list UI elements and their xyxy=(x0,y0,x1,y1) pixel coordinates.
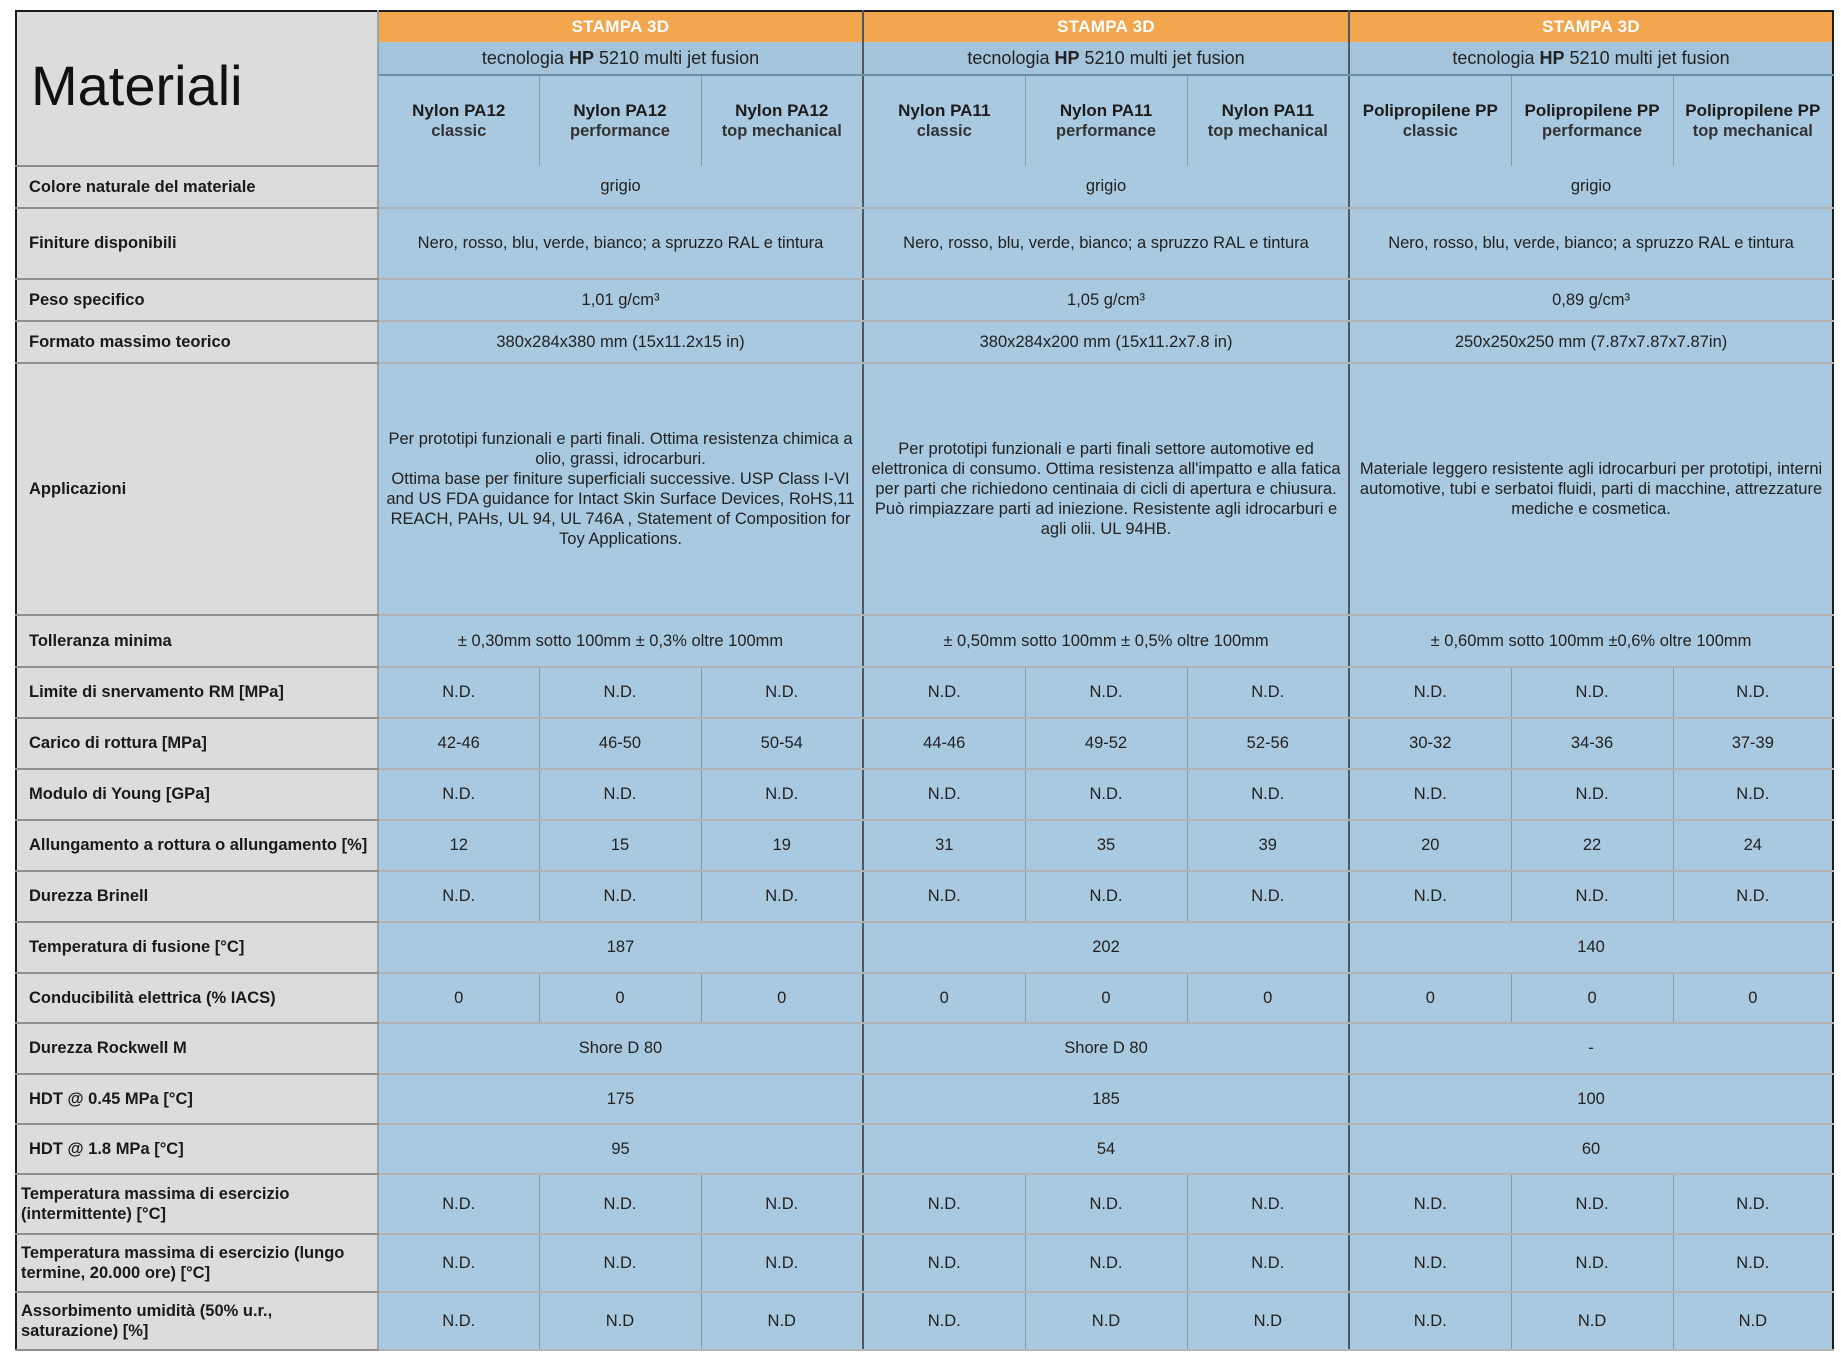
material-header: Polipropilene PP top mechanical xyxy=(1673,75,1833,166)
group-value-cell: 140 xyxy=(1349,922,1833,973)
technology-label-pa12: tecnologia HP 5210 multi jet fusion xyxy=(378,42,863,75)
material-value-cell: 42-46 xyxy=(378,718,539,769)
material-value-cell: N.D. xyxy=(1025,769,1187,820)
material-value-cell: N.D. xyxy=(1187,871,1349,922)
material-value-cell: N.D. xyxy=(378,1292,539,1350)
header-row-stampa xyxy=(16,11,1833,42)
group-value-cell: 185 xyxy=(863,1074,1349,1124)
group-value-cell: ± 0,50mm sotto 100mm ± 0,5% oltre 100mm xyxy=(863,615,1349,667)
material-value-cell: N.D xyxy=(1511,1292,1673,1350)
material-value-cell: 19 xyxy=(701,820,863,871)
group-value-cell: 202 xyxy=(863,922,1349,973)
group-value-cell: 1,01 g/cm³ xyxy=(378,279,863,321)
table-row-rockwell xyxy=(16,1023,1833,1074)
material-value-cell: N.D. xyxy=(863,1292,1025,1350)
material-value-cell: N.D xyxy=(1673,1292,1833,1350)
application-paragraph: Ottima base per finiture superficiali successive. USP Class I-VI and US FDA guidance for Intact Skin Surface Devices, RoHS,11 REACH, PAHs, UL 94, UL 746A , Statement of Composition for Toy Applications. xyxy=(386,470,855,548)
material-value-cell: 12 xyxy=(378,820,539,871)
material-value-cell: 22 xyxy=(1511,820,1673,871)
material-value-cell: N.D. xyxy=(378,667,539,718)
material-value-cell: N.D. xyxy=(1187,1174,1349,1234)
material-value-cell: 35 xyxy=(1025,820,1187,871)
material-value-cell: N.D. xyxy=(1673,667,1833,718)
table-row-colore xyxy=(16,166,1833,208)
material-value-cell: 0 xyxy=(378,973,539,1023)
material-value-cell: 52-56 xyxy=(1187,718,1349,769)
material-value-cell: 39 xyxy=(1187,820,1349,871)
group-value-cell: Nero, rosso, blu, verde, bianco; a spruzzo RAL e tintura xyxy=(1349,208,1833,279)
table-row-brinell xyxy=(16,871,1833,922)
group-header-pp: STAMPA 3D xyxy=(1349,11,1833,42)
material-value-cell: N.D. xyxy=(701,667,863,718)
material-value-cell: 49-52 xyxy=(1025,718,1187,769)
row-label: Tolleranza minima xyxy=(16,615,378,667)
row-label: Conducibilità elettrica (% IACS) xyxy=(16,973,378,1023)
material-value-cell: N.D. xyxy=(539,667,701,718)
group-value-cell: 100 xyxy=(1349,1074,1833,1124)
row-label: Durezza Brinell xyxy=(16,871,378,922)
row-label: Temperatura massima di esercizio (intermittente) [°C] xyxy=(16,1174,378,1234)
material-value-cell: 30-32 xyxy=(1349,718,1511,769)
material-value-cell: N.D. xyxy=(1511,769,1673,820)
material-value-cell: 0 xyxy=(1673,973,1833,1023)
material-header: Nylon PA11 classic xyxy=(863,75,1025,166)
technology-label-pa11: tecnologia HP 5210 multi jet fusion xyxy=(863,42,1349,75)
material-value-cell: N.D. xyxy=(1349,667,1511,718)
group-value-cell: 175 xyxy=(378,1074,863,1124)
group-value-cell: 380x284x200 mm (15x11.2x7.8 in) xyxy=(863,321,1349,363)
material-value-cell: 0 xyxy=(1025,973,1187,1023)
material-value-cell: N.D. xyxy=(1349,1174,1511,1234)
row-label: Finiture disponibili xyxy=(16,208,378,279)
material-value-cell: N.D. xyxy=(1673,871,1833,922)
material-value-cell: N.D xyxy=(1187,1292,1349,1350)
material-value-cell: 20 xyxy=(1349,820,1511,871)
material-value-cell: 46-50 xyxy=(539,718,701,769)
group-value-cell: 380x284x380 mm (15x11.2x15 in) xyxy=(378,321,863,363)
material-value-cell: 0 xyxy=(701,973,863,1023)
material-header: Nylon PA12 performance xyxy=(539,75,701,166)
group-value-cell: grigio xyxy=(378,166,863,208)
material-value-cell: 0 xyxy=(539,973,701,1023)
material-value-cell: N.D xyxy=(1025,1292,1187,1350)
material-value-cell: N.D. xyxy=(1673,1234,1833,1292)
material-value-cell: 0 xyxy=(1349,973,1511,1023)
material-value-cell: N.D. xyxy=(1349,871,1511,922)
group-value-cell: Nero, rosso, blu, verde, bianco; a spruzzo RAL e tintura xyxy=(378,208,863,279)
row-label: Temperatura di fusione [°C] xyxy=(16,922,378,973)
row-label: Formato massimo teorico xyxy=(16,321,378,363)
group-value-cell: - xyxy=(1349,1023,1833,1074)
material-value-cell: N.D. xyxy=(863,871,1025,922)
table-row-hdt045 xyxy=(16,1074,1833,1124)
material-value-cell: N.D. xyxy=(1025,667,1187,718)
material-value-cell: N.D. xyxy=(1187,667,1349,718)
material-value-cell: 31 xyxy=(863,820,1025,871)
material-value-cell: 34-36 xyxy=(1511,718,1673,769)
group-value-cell: 187 xyxy=(378,922,863,973)
material-value-cell: N.D. xyxy=(1511,1234,1673,1292)
material-value-cell: N.D. xyxy=(1349,1292,1511,1350)
material-value-cell: N.D. xyxy=(378,871,539,922)
material-value-cell: N.D. xyxy=(1511,1174,1673,1234)
group-value-cell: 95 xyxy=(378,1124,863,1174)
material-value-cell: 0 xyxy=(863,973,1025,1023)
material-value-cell: N.D. xyxy=(701,769,863,820)
row-label: Carico di rottura [MPa] xyxy=(16,718,378,769)
table-row-snervamento xyxy=(16,667,1833,718)
group-value-cell: ± 0,30mm sotto 100mm ± 0,3% oltre 100mm xyxy=(378,615,863,667)
material-value-cell: N.D. xyxy=(863,1174,1025,1234)
table-row-peso xyxy=(16,279,1833,321)
properties-body xyxy=(16,166,1833,1350)
material-header: Nylon PA11 top mechanical xyxy=(1187,75,1349,166)
row-label: Temperatura massima di esercizio (lungo termine, 20.000 ore) [°C] xyxy=(16,1234,378,1292)
application-paragraph: Per prototipi funzionali e parti finali. Ottima resistenza chimica a olio, grassi, idrocarburi. xyxy=(388,430,853,468)
table-row-tmax_lungo xyxy=(16,1234,1833,1292)
materials-table xyxy=(15,10,1834,1351)
row-label: Colore naturale del materiale xyxy=(16,166,378,208)
material-value-cell: N.D. xyxy=(701,871,863,922)
group-value-cell: ± 0,60mm sotto 100mm ±0,6% oltre 100mm xyxy=(1349,615,1833,667)
group-value-cell xyxy=(863,363,1349,615)
table-row-fusione xyxy=(16,922,1833,973)
table-row-finiture xyxy=(16,208,1833,279)
material-value-cell: 50-54 xyxy=(701,718,863,769)
material-value-cell: N.D. xyxy=(1673,1174,1833,1234)
row-label: Peso specifico xyxy=(16,279,378,321)
group-value-cell: grigio xyxy=(1349,166,1833,208)
technology-label-pp: tecnologia HP 5210 multi jet fusion xyxy=(1349,42,1833,75)
material-value-cell: N.D. xyxy=(701,1174,863,1234)
page-title-cell xyxy=(16,11,378,166)
table-row-allungamento xyxy=(16,820,1833,871)
table-row-rottura xyxy=(16,718,1833,769)
material-value-cell: N.D. xyxy=(1349,769,1511,820)
material-value-cell: 15 xyxy=(539,820,701,871)
material-value-cell: N.D. xyxy=(1511,871,1673,922)
table-row-umidita xyxy=(16,1292,1833,1350)
group-value-cell xyxy=(378,363,863,615)
material-value-cell: N.D. xyxy=(863,667,1025,718)
table-row-tolleranza xyxy=(16,615,1833,667)
material-value-cell: N.D. xyxy=(1025,1234,1187,1292)
row-label: Assorbimento umidità (50% u.r., saturazione) [%] xyxy=(16,1292,378,1350)
material-value-cell: N.D. xyxy=(701,1234,863,1292)
row-label: Modulo di Young [GPa] xyxy=(16,769,378,820)
material-value-cell: N.D. xyxy=(1673,769,1833,820)
material-value-cell: N.D. xyxy=(378,769,539,820)
group-value-cell: 1,05 g/cm³ xyxy=(863,279,1349,321)
material-value-cell: N.D xyxy=(701,1292,863,1350)
group-value-cell: 60 xyxy=(1349,1124,1833,1174)
group-header-pa12: STAMPA 3D xyxy=(378,11,863,42)
group-value-cell: 250x250x250 mm (7.87x7.87x7.87in) xyxy=(1349,321,1833,363)
material-value-cell: N.D. xyxy=(1025,871,1187,922)
row-label: Allungamento a rottura o allungamento [%] xyxy=(16,820,378,871)
group-value-cell: Shore D 80 xyxy=(378,1023,863,1074)
material-value-cell: 37-39 xyxy=(1673,718,1833,769)
table-row-tmax_int xyxy=(16,1174,1833,1234)
material-value-cell: 0 xyxy=(1187,973,1349,1023)
table-row-hdt18 xyxy=(16,1124,1833,1174)
page-title: Materiali xyxy=(31,54,243,117)
material-value-cell: N.D. xyxy=(539,1174,701,1234)
material-value-cell: N.D. xyxy=(1187,769,1349,820)
material-header: Nylon PA12 top mechanical xyxy=(701,75,863,166)
materials-spec-sheet xyxy=(15,10,1830,1351)
row-label: Durezza Rockwell M xyxy=(16,1023,378,1074)
material-value-cell: N.D. xyxy=(1349,1234,1511,1292)
material-value-cell: N.D. xyxy=(378,1234,539,1292)
row-label: Applicazioni xyxy=(16,363,378,615)
material-header: Polipropilene PP performance xyxy=(1511,75,1673,166)
material-value-cell: N.D. xyxy=(1511,667,1673,718)
material-value-cell: N.D. xyxy=(539,769,701,820)
group-header-pa11: STAMPA 3D xyxy=(863,11,1349,42)
material-value-cell: N.D. xyxy=(863,769,1025,820)
group-value-cell: Nero, rosso, blu, verde, bianco; a spruzzo RAL e tintura xyxy=(863,208,1349,279)
group-value-cell: 0,89 g/cm³ xyxy=(1349,279,1833,321)
material-header: Polipropilene PP classic xyxy=(1349,75,1511,166)
material-value-cell: N.D. xyxy=(539,871,701,922)
table-row-applicazioni xyxy=(16,363,1833,615)
table-row-young xyxy=(16,769,1833,820)
row-label: Limite di snervamento RM [MPa] xyxy=(16,667,378,718)
table-row-conducibilita xyxy=(16,973,1833,1023)
material-value-cell: N.D. xyxy=(378,1174,539,1234)
group-value-cell xyxy=(1349,363,1833,615)
application-paragraph: Per prototipi funzionali e parti finali settore automotive ed elettronica di consumo. Ottima resistenza all'impatto e alla fatica per parti che richiedono centinaia di cicli di apertura e chiusura. Può rimpiazzare parti ad iniezione. Resistente agli idrocarburi e agli olii. UL 94HB. xyxy=(871,440,1341,538)
material-value-cell: N.D. xyxy=(1187,1234,1349,1292)
row-label: HDT @ 0.45 MPa [°C] xyxy=(16,1074,378,1124)
material-value-cell: 0 xyxy=(1511,973,1673,1023)
group-value-cell: Shore D 80 xyxy=(863,1023,1349,1074)
material-value-cell: N.D. xyxy=(1025,1174,1187,1234)
table-row-formato xyxy=(16,321,1833,363)
group-value-cell: grigio xyxy=(863,166,1349,208)
material-value-cell: 24 xyxy=(1673,820,1833,871)
material-value-cell: N.D. xyxy=(539,1234,701,1292)
row-label: HDT @ 1.8 MPa [°C] xyxy=(16,1124,378,1174)
material-header: Nylon PA11 performance xyxy=(1025,75,1187,166)
application-paragraph: Materiale leggero resistente agli idrocarburi per prototipi, interni automotive, tubi e serbatoi fluidi, parti di macchine, attrezzature mediche e cosmetica. xyxy=(1359,460,1823,518)
group-value-cell: 54 xyxy=(863,1124,1349,1174)
material-header: Nylon PA12 classic xyxy=(378,75,539,166)
material-value-cell: N.D xyxy=(539,1292,701,1350)
material-value-cell: N.D. xyxy=(863,1234,1025,1292)
material-value-cell: 44-46 xyxy=(863,718,1025,769)
